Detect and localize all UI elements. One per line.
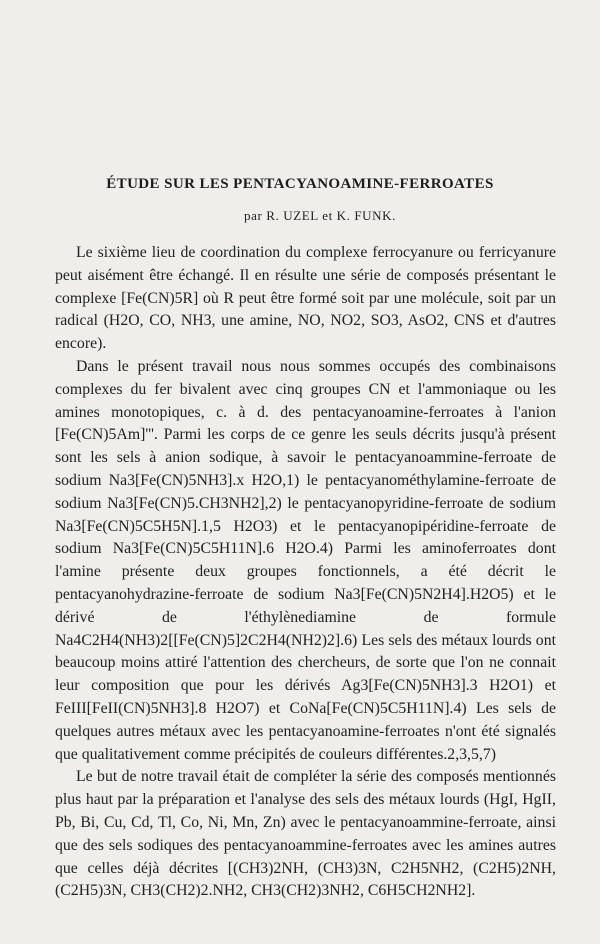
paragraph-1: Le sixième lieu de coordination du complexe ferrocyanure ou ferricyanure peut aisément être échangé. Il en résulte une série de composés présentant le complexe [Fe(CN)5R] où R peut être formé soit par une molécule, soit par un radical (H2O, CO, NH3, une amine, NO, NO2, SO3, AsO2, CNS et d'autres encore). <box>55 244 556 353</box>
article-authors: par R. UZEL et K. FUNK. <box>244 208 396 223</box>
paragraph-2: Dans le présent travail nous nous sommes occupés des combinaisons complexes du fer bivalent avec cinq groupes CN et l'ammoniaque ou les amines monotopiques, c. à d. des pentacyanoamine-ferroates à l'anion [Fe(CN)5Am]'''. Parmi les corps de ce genre les seuls décrits jusqu'à présent sont les sels à anion sodique, à savoir le pentacyanoammine-ferroate de sodium Na3[Fe(CN)5NH3].x H2O,1) le pentacyanométhylamine-ferroate de sodium Na3[Fe(CN)5.CH3NH2],2) le pentacyanopyridine-ferroate de sodium Na3[Fe(CN)5C5H5N].1,5 H2O3) et le pentacyanopipéridine-ferroate de sodium Na3[Fe(CN)5C5H11N].6 H2O.4) Parmi les aminoferroates dont l'amine présente deux groupes fonctionnels, a été décrit le pentacyanohydrazine-ferroate de sodium Na3[Fe(CN)5N2H4].H2O5) et le dérivé de l'éthylènediamine de formule Na4C2H4(NH3)2[[Fe(CN)5]2C2H4(NH2)2].6) Les sels des métaux lourds ont beaucoup moins attiré l'attention des chercheurs, de sorte que l'on ne connait leur composition que pour les dérivés Ag3[Fe(CN)5NH3].3 H2O1) et FeIII[FeII(CN)5NH3].8 H2O7) et CoNa[Fe(CN)5C5H11N].4) Les sels de quelques autres métaux avec les pentacyanoamine-ferroates n'ont été signalés que qualitativement comme précipités de couleurs différentes.2,3,5,7) <box>55 357 556 763</box>
paragraph-3: Le but de notre travail était de compléter la série des composés mentionnés plus haut par la préparation et l'analyse des sels des métaux lourds (HgI, HgII, Pb, Bi, Cu, Cd, Tl, Co, Ni, Mn, Zn) avec le pentacyanoammine-ferroate, ainsi que des sels sodiques des pentacyanoammine-ferroates avec les amines autres que celles déjà décrites [(CH3)2NH, (CH3)3N, C2H5NH2, (C2H5)2NH, (C2H5)3N, CH3(CH2)2.NH2, CH3(CH2)3NH2, C6H5CH2NH2]. <box>55 768 556 900</box>
article-title: ÉTUDE SUR LES PENTACYANOAMINE-FERROATES <box>106 176 494 192</box>
article-body <box>55 242 556 903</box>
